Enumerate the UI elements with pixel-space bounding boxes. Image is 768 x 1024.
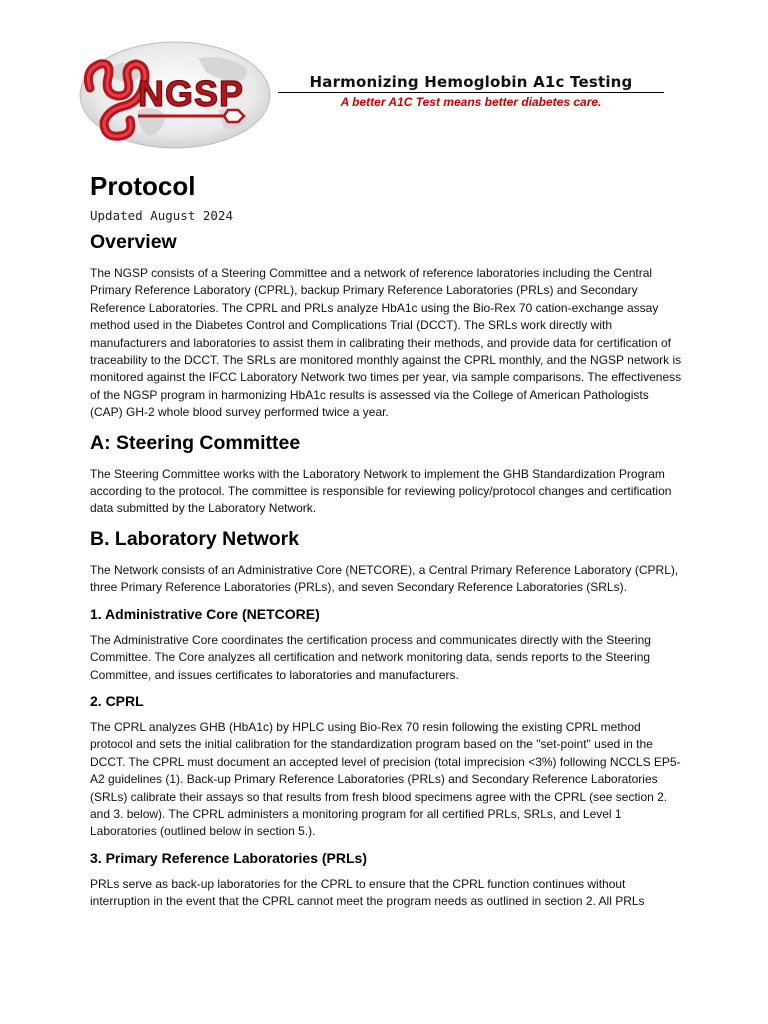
netcore-heading: 1. Administrative Core (NETCORE) <box>90 605 320 622</box>
prl-paragraph: PRLs serve as back-up laboratories for the CPRL to ensure that the CPRL function continues without interruption in the event that the CPRL cannot meet the program needs as outlined in section 2. All PRLs <box>90 876 645 909</box>
section-a-paragraph: The Steering Committee works with the Laboratory Network to implement the GHB Standardization Program according to the protocol. The committee is responsible for reviewing policy/protocol changes and certification data submitted by the Laboratory Network. <box>90 466 672 516</box>
overview-heading: Overview <box>90 231 177 253</box>
cprl-paragraph: The CPRL analyzes GHB (HbA1c) by HPLC using Bio-Rex 70 resin following the existing CPRL method protocol and sets the initial calibration for the standardization program based on the "set-point" used in the DCCT. The CPRL must document an accepted level of precision (total imprecision <3%) following NCCLS EP5-A2 guidelines (1). Back-up Primary Reference Laboratories (PRLs) and Secondary Reference Laboratories (SRLs) calibrate their assays so that results from fresh blood specimens agree with the CPRL (see section 2. and 3. below). The CPRL administers a monitoring program for all certified PRLs, SRLs, and Level 1 Laboratories (outlined below in section 5.). <box>90 719 681 839</box>
section-a-heading: A: Steering Committee <box>90 431 301 454</box>
prl-heading: 3. Primary Reference Laboratories (PRLs) <box>90 849 367 866</box>
header-subtitle: A better A1C Test means better diabetes care. <box>340 95 602 109</box>
cprl-heading: 2. CPRL <box>90 692 144 709</box>
section-b-heading: B. Laboratory Network <box>90 527 300 550</box>
document-content <box>90 168 682 919</box>
netcore-paragraph: The Administrative Core coordinates the certification process and communicates directly with the Steering Committee. The Core analyzes all certification and network monitoring data, sends reports to the Steering Committee, and issues certificates to laboratories and manufacturers. <box>90 632 651 682</box>
updated-date: Updated August 2024 <box>90 208 233 223</box>
header-title: Harmonizing Hemoglobin A1c Testing <box>278 73 664 93</box>
section-b-paragraph: The Network consists of an Administrative Core (NETCORE), a Central Primary Reference Laboratory (CPRL), three Primary Reference Laboratories (PRLs), and seven Secondary Reference Laboratories (SRLs). <box>90 562 679 595</box>
svg-text:NGSP: NGSP <box>138 73 245 114</box>
ngsp-logo <box>78 40 272 150</box>
overview-paragraph: The NGSP consists of a Steering Committee and a network of reference laboratories including the Central Primary Reference Laboratory (CPRL), backup Primary Reference Laboratories (PRLs) and Secondary Reference Laboratories. The CPRL and PRLs analyze HbA1c using the Bio-Rex 70 cation-exchange assay method used in the Diabetes Control and Complications Trial (DCCT). The SRLs work directly with manufacturers and laboratories to assist them in calibrating their methods, and provide data for certification of traceability to the DCCT. The SRLs are monitored monthly against the CPRL monthly, and the NGSP network is monitored against the IFCC Laboratory Network two times per year, via sample comparisons. The effectiveness of the NGSP program in harmonizing HbA1c results is assessed via the College of American Pathologists (CAP) GH-2 whole blood survey performed twice a year. <box>90 266 682 420</box>
page-title: Protocol <box>90 171 196 201</box>
